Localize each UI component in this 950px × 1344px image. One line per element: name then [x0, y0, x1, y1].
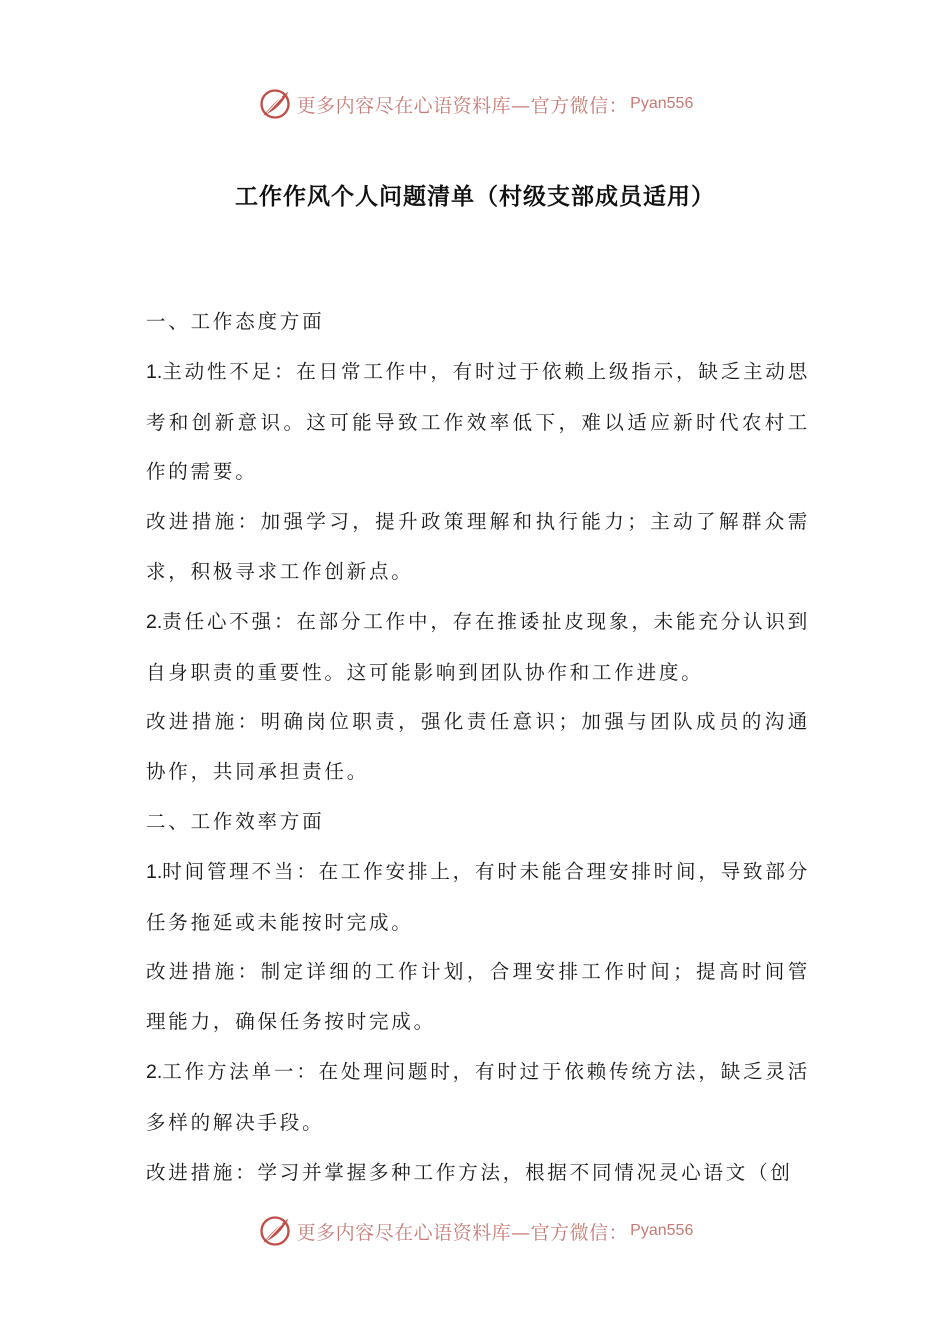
improvement-paragraph: 改进措施：加强学习，提升政策理解和执行能力；主动了解群众需求，积极寻求工作创新点。 [146, 510, 810, 583]
banner-wechat-id: Pyan556 [630, 95, 694, 112]
issue-paragraph: 1.主动性不足：在日常工作中，有时过于依赖上级指示，缺乏主动思考和创新意识。这可能导致工作效率低下，难以适应新时代农村工作的需要。 [146, 359, 810, 484]
improvement-paragraph: 改进措施：学习并掌握多种工作方法，根据不同情况灵心语文（创 [146, 1160, 793, 1184]
issue-paragraph: 2.责任心不强：在部分工作中，存在推诿扯皮现象，未能充分认识到自身职责的重要性。这可能影响到团队协作和工作进度。 [146, 609, 810, 684]
section-heading: 二、工作效率方面 [146, 809, 325, 833]
banner-text: 更多内容尽在心语资料库—官方微信： [296, 1221, 629, 1244]
banner-wechat-id: Pyan556 [630, 1222, 694, 1239]
issue-paragraph: 1.时间管理不当：在工作安排上，有时未能合理安排时间，导致部分任务拖延或未能按时完成。 [146, 859, 810, 934]
quill-pen-logo-icon [257, 86, 293, 122]
footer-banner [0, 1211, 950, 1251]
issue-paragraph: 2.工作方法单一：在处理问题时，有时过于依赖传统方法，缺乏灵活多样的解决手段。 [146, 1059, 810, 1134]
section-heading: 一、工作态度方面 [146, 310, 325, 333]
improvement-paragraph: 改进措施：制定详细的工作计划，合理安排工作时间；提高时间管理能力，确保任务按时完成。 [146, 960, 810, 1034]
header-banner [0, 84, 950, 124]
document-body [146, 297, 810, 1197]
document-title: 工作作风个人问题清单（村级支部成员适用） [235, 184, 715, 210]
improvement-paragraph: 改进措施：明确岗位职责，强化责任意识；加强与团队成员的沟通协作，共同承担责任。 [146, 710, 810, 784]
quill-pen-logo-icon [257, 1213, 293, 1249]
banner-text: 更多内容尽在心语资料库—官方微信： [296, 94, 629, 117]
